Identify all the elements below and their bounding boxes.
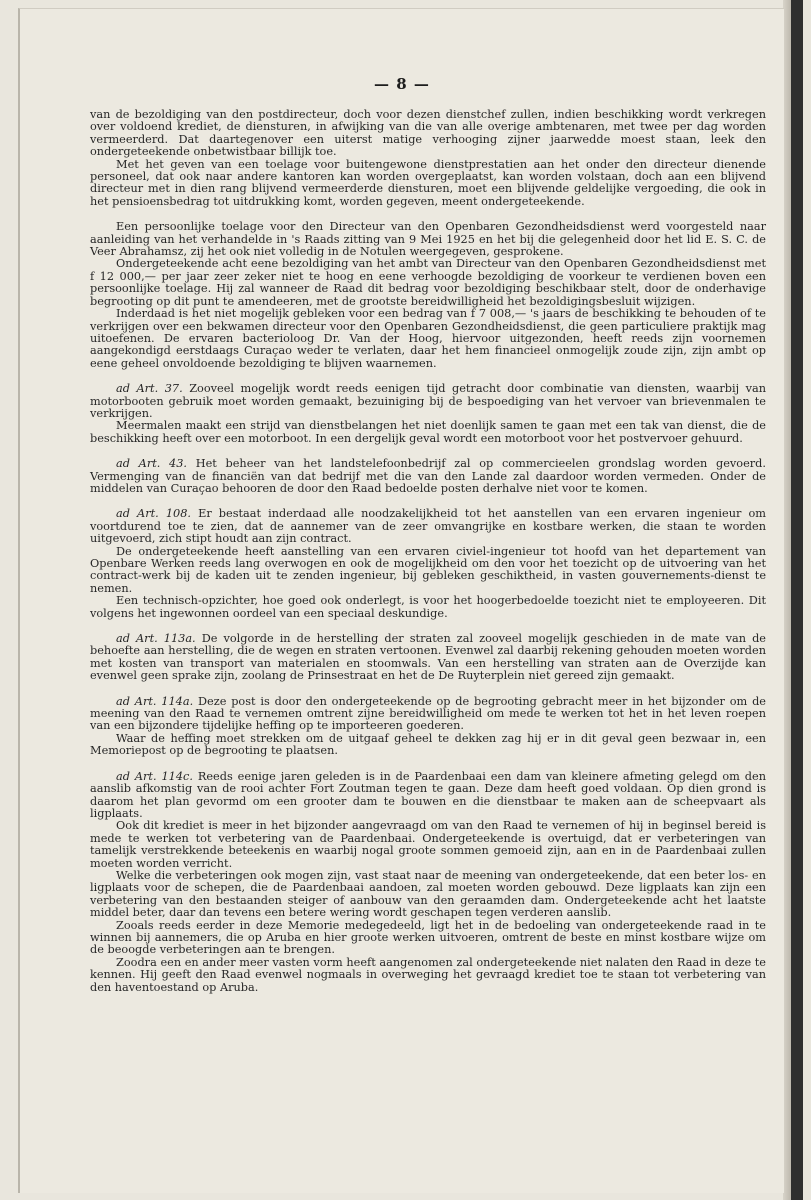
- page-body: [90, 109, 766, 994]
- article-paragraph: ad Art. 113a. De volgorde in de herstelling der straten zal zooveel mogelijk geschieden in de mate van de behoefte aan herstelling, die de wegen en straten vertoonen. Evenwel zal daarbij rekening gehouden moeten worden met kosten van transport van materialen en stoomwals. Van een herstelling van straten aan de Overzijde kan evenwel geen sprake zijn, zoolang de Prinsestraat en het de De Ruyterplein niet gereed zijn gemaakt.: [90, 632, 766, 683]
- paragraph: van de bezoldiging van den postdirecteur, doch voor dezen dienstchef zullen, indien beschikking wordt verkregen over voldoend krediet, de diensturen, in afwijking van die van alle overige ambtenaren, met twee per dag worden vermeerderd. Dat daartegenover een uiterst matige verhooging zijner jaarwedde moest staan, leek den ondergeteekende onbetwistbaar billijk toe.: [90, 108, 766, 159]
- paragraph: Inderdaad is het niet mogelijk gebleken voor een bedrag van f 7 008,— 's jaars de beschikking te behouden of te verkrijgen over een bekwamen directeur voor den Openbaren Gezondheidsdienst, die geen particuliere praktijk mag uitoefenen. De ervaren bacterioloog Dr. Van der Hoog, hiervoor uitgezonden, heeft reeds zijn voornemen aangekondigd eerstdaags Curaçao weder te verlaten, daar het hem financieel onmogelijk zoude zijn, zijn ambt op eene geheel onvoldoende bezoldiging te blijven waarnemen.: [90, 307, 766, 370]
- paragraph: Meermalen maakt een strijd van dienstbelangen het niet doenlijk samen te gaan met een tak van dienst, die de beschikking heeft over een motorboot. In een dergelijk geval wordt een motorboot voor het postvervoer gehuurd.: [90, 419, 766, 445]
- page-number: — 8 —: [374, 75, 430, 93]
- paragraph: De ondergeteekende heeft aanstelling van een ervaren civiel-ingenieur tot hoofd van het departement van Openbare Werken reeds lang overwogen en ook de mogelijkheid om den voor het toezicht op de uitvoering van het contract-werk bij de kaden uit te zenden ingenieur, bij gebleken geschiktheid, in vasten gouvernements-dienst te nemen.: [90, 544, 766, 595]
- article-paragraph: ad Art. 114c. Reeds eenige jaren geleden is in de Paardenbaai een dam van kleinere afmeting gelegd om den aanslib afkomstig van de rooi achter Fort Zoutman tegen te gaan. Deze dam heeft goed voldaan. Op dien grond is daarom het plan gevormd om een grooter dam te bouwen en die dienstbaar te maken aan de scheepvaart als ligplaats.: [90, 769, 766, 820]
- article-paragraph: ad Art. 43. Het beheer van het landstelefoonbedrijf zal op commercieelen grondslag worden gevoerd. Vermenging van de financiën van dat bedrijf met die van den Lande zal daardoor worden vermeden. Onder de middelen van Curaçao behooren de door den Raad bedoelde posten derhalve niet voor te komen.: [90, 457, 766, 495]
- paragraph: Welke die verbeteringen ook mogen zijn, vast staat naar de meening van ondergeteekende, dat een beter los- en ligplaats voor de schepen, die de Paardenbaai aandoen, zal moeten worden gebouwd. Deze ligplaats kan zijn een verbetering van den bestaanden steiger of aanbouw van den geraamden dam. Ondergeteekende acht het laatste middel beter, daar dan tevens een betere wering wordt geschapen tegen verderen aanslib.: [90, 868, 766, 920]
- article-label: ad Art. 43.: [116, 457, 188, 471]
- article-paragraph: ad Art. 108. Er bestaat inderdaad alle noodzakelijkheid tot het aanstellen van een ervaren ingenieur om voortdurend toe te zien, dat de aannemer van de zeer omvangrijke en kostbare werken, die staan te worden uitgevoerd, zich stipt houdt aan zijn contract.: [90, 507, 766, 546]
- document-page: [18, 8, 784, 1193]
- article-paragraph: ad Art. 37. Zooveel mogelijk wordt reeds eenigen tijd getracht door combinatie van diensten, waarbij van motorbooten gebruik moet worden gemaakt, bezuiniging bij de bespoediging van het vervoer van brievenmalen te verkrijgen.: [90, 382, 766, 420]
- paragraph: Waar de heffing moet strekken om de uitgaaf geheel te dekken zag hij er in dit geval geen bezwaar in, een Memoriepost op de begrooting te plaatsen.: [90, 731, 766, 758]
- article-paragraph: ad Art. 114a. Deze post is door den ondergeteekende op de begrooting gebracht meer in het bijzonder om de meening van den Raad te vernemen omtrent zijne bereidwilligheid om mede te werken tot het in het leven roepen van een bijzondere tijdelijke heffing op te importeeren goederen.: [90, 694, 766, 733]
- scanner-edge: [791, 0, 803, 1200]
- paragraph: Zooals reeds eerder in deze Memorie medegedeeld, ligt het in de bedoeling van ondergeteekende raad in te winnen bij aannemers, die op Aruba en hier groote werken uitvoeren, omtrent de beste en minst kostbare wijze om de beoogde verbeteringen aan te brengen.: [90, 918, 766, 957]
- article-label: ad Art. 37.: [116, 382, 183, 396]
- paragraph: Met het geven van een toelage voor buitengewone dienstprestatien aan het onder den directeur dienende personeel, dat ook naar andere kantoren kan worden overgeplaatst, kan worden volstaan, doch aan een blijvend directeur met in dien rang blijvend vermeerderde diensturen, moet een blijvende geldelijke vergoeding, die ook in het pensioensbedrag tot uitdrukking komt, worden gegeven, meent ondergeteekende.: [90, 157, 766, 208]
- paragraph: Een persoonlijke toelage voor den Directeur van den Openbaren Gezondheidsdienst werd voorgesteld naar aanleiding van het verhandelde in 's Raads zitting van 9 Mei 1925 en het bij die gelegenheid door het lid E. S. C. de Veer Abrahamsz, zij het ook niet volledig in de Notulen weergegeven, gesprokene.: [90, 220, 766, 259]
- paragraph: Een technisch-opzichter, hoe goed ook onderlegt, is voor het hoogerbedoelde toezicht niet te employeeren. Dit volgens het ingewonnen oordeel van een speciaal deskundige.: [90, 594, 766, 620]
- paragraph: Zoodra een en ander meer vasten vorm heeft aangenomen zal ondergeteekende niet nalaten den Raad in deze te kennen. Hij geeft den Raad evenwel nogmaals in overweging het gevraagd krediet toe te staan tot verbetering van den haventoestand op Aruba.: [90, 955, 766, 994]
- article-label: ad Art. 114c.: [116, 769, 193, 783]
- paragraph: Ook dit krediet is meer in het bijzonder aangevraagd om van den Raad te vernemen of hij in beginsel bereid is mede te werken tot verbetering van de Paardenbaai. Ondergeteekende is overtuigd, dat er verbeteringen van tamelijk verstrekkende beteekenis en waarbij nogal groote sommen gemoeid zijn, aan en in de Paardenbaai zullen moeten worden verricht.: [90, 819, 766, 870]
- article-label: ad Art. 114a.: [116, 694, 194, 708]
- page-edge-shadow: [783, 0, 791, 1200]
- article-label: ad Art. 113a.: [116, 632, 196, 646]
- article-label: ad Art. 108.: [116, 507, 191, 521]
- paragraph: Ondergeteekende acht eene bezoldiging van het ambt van Directeur van den Openbaren Gezondheidsdienst met f 12 000,— per jaar zeer zeker niet te hoog en eene verhoogde bezoldiging de voorkeur te verdienen boven een persoonlijke toelage. Hij zal wanneer de Raad dit bedrag voor bezoldiging beschikbaar stelt, door de onderhavige begrooting op dit punt te amendeeren, met de grootste bereidwilligheid het bezoldigingsbesluit wijzigen.: [90, 257, 766, 308]
